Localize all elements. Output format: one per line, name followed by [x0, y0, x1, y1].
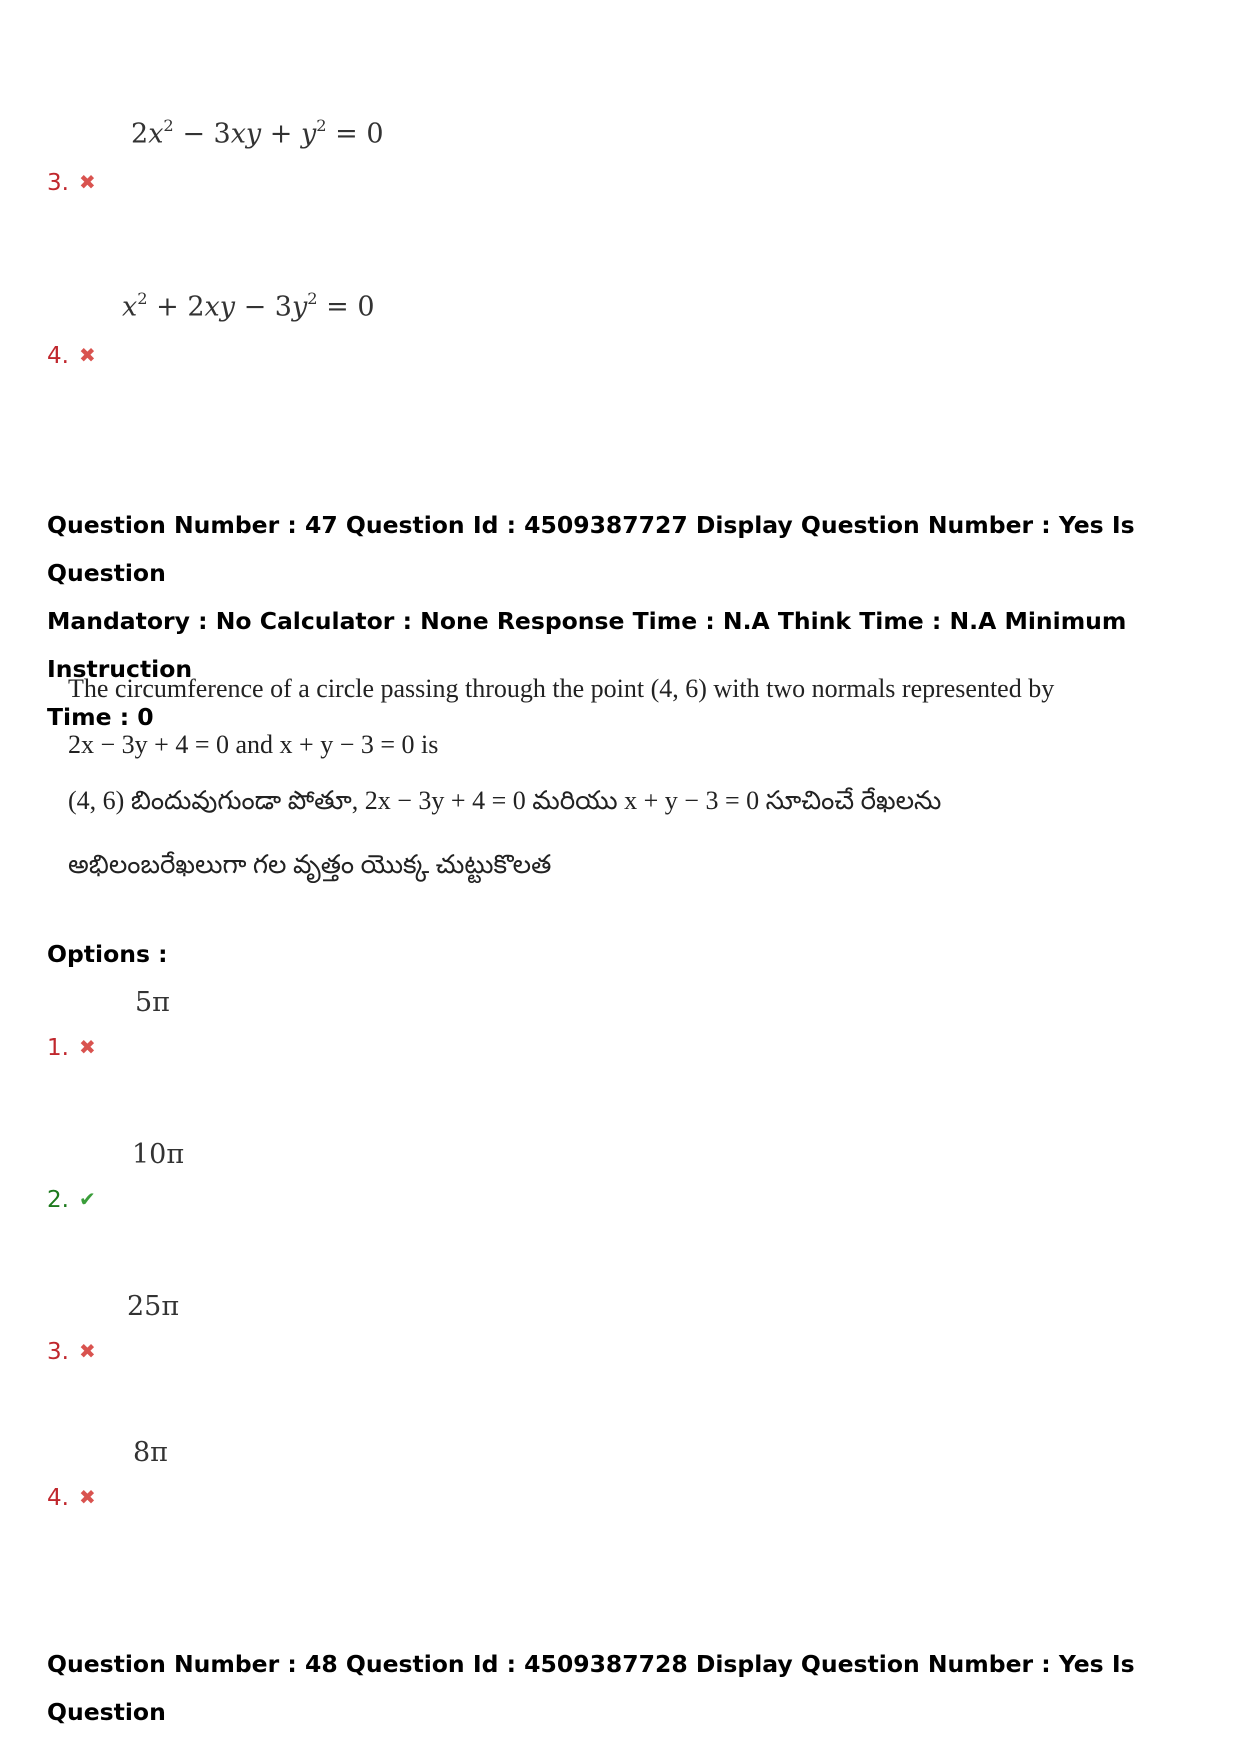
question-text-en-1: The circumference of a circle passing through the point (4, 6) with two normals represented by — [68, 674, 1055, 703]
question-text-te-1: (4, 6) బిందువుగుండా పోతూ, 2x − 3y + 4 = 0 మరియు x + y − 3 = 0 సూచించే రేఖలను — [68, 786, 942, 815]
cross-icon: ✖ — [79, 1035, 96, 1059]
meta-line: Question Number : 47 Question Id : 4509387727 Display Question Number : Yes Is Question — [47, 511, 1135, 587]
meta-line: Mandatory : No Calculator : None Response Time : N.A Think Time : N.A Minimum Instruction — [47, 607, 1127, 683]
question-text-te-2: అభిలంబరేఖలుగా గల వృత్తం యొక్క చుట్టుకొలత — [68, 850, 552, 879]
question-meta-48 — [47, 1640, 1207, 1736]
option-value: 10π — [132, 1139, 185, 1170]
cross-icon: ✖ — [79, 343, 96, 367]
question-meta — [47, 501, 1207, 741]
option-equation: $2x^2 - 3xy + y^2 = 0$ — [131, 116, 384, 150]
option-equation: $x^2 + 2xy - 3y^2 = 0$ — [122, 289, 375, 323]
option-number: 4. — [47, 343, 69, 369]
options-label: Options : — [47, 940, 168, 968]
option-number: 2. — [47, 1187, 69, 1213]
meta-line: Question Number : 48 Question Id : 4509387728 Display Question Number : Yes Is Question — [47, 1650, 1135, 1726]
option-number: 3. — [47, 1339, 69, 1365]
question-text-en-2: 2x − 3y + 4 = 0 and x + y − 3 = 0 is — [68, 730, 439, 759]
check-icon: ✔ — [79, 1187, 96, 1211]
cross-icon: ✖ — [79, 1339, 96, 1363]
meta-line: Time : 0 — [47, 703, 154, 731]
option-number: 3. — [47, 170, 69, 196]
option-number: 1. — [47, 1035, 69, 1061]
option-value: 25π — [127, 1291, 180, 1322]
cross-icon: ✖ — [79, 170, 96, 194]
cross-icon: ✖ — [79, 1485, 96, 1509]
option-value: 8π — [133, 1437, 168, 1468]
option-value: 5π — [135, 987, 170, 1018]
option-number: 4. — [47, 1485, 69, 1511]
